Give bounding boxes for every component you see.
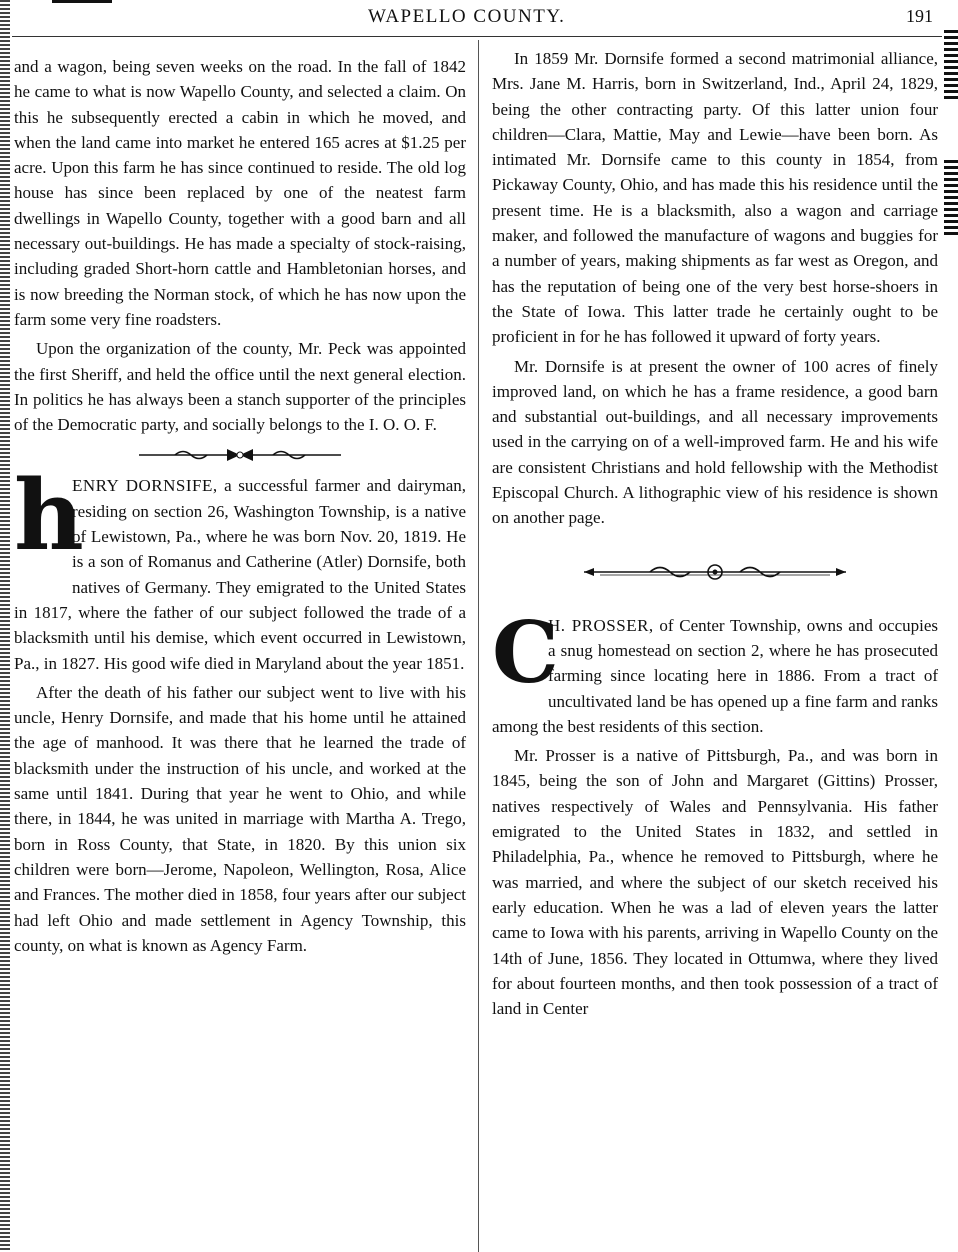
running-head (0, 6, 958, 34)
dornsife-paragraph-2: After the death of his father our subject went to live with his uncle, Henry Dornsife, and made that his home until he attained the age of manhood. It was there that he learned the trade of blacksmith under the instruction of his uncle, and worked at the same until 1841. During that year he went to Ohio, and while there, in 1844, he was united in marriage with Martha A. Trego, born in Ross County, that State, in 1820. By this union six children were born—Jerome, Napoleon, Wellington, Rosa, Alice and Frances. The mother died in 1858, four years after our subject had left Ohio and made settlement in Agency Township, this county, on what is known as Agency Farm. (14, 682, 466, 955)
binding-edge (0, 0, 10, 1252)
prosser-paragraph-2: Mr. Prosser is a native of Pittsburgh, Pa., and was born in 1845, being the son of John and Margaret (Gittins) Prosser, natives respectively of Wales and Pennsylvania. His father emigrated to the United States in 1832, and settled in Philadelphia, Pa., whence he removed to Pittsburgh, where he was married, and where the subject of our sketch received his early education. When he was a lad of eleven years the latter came to Iowa with his parents, arriving in Wapello County on the 14th of June, 1856. They located in Ottumwa, where they lived for about fourteen months, and then took possession of a tract of land in Center (492, 746, 938, 1019)
top-rule-mark (52, 0, 112, 3)
peck-paragraph-2: Upon the organization of the county, Mr. Peck was appointed the first Sheriff, and held the office until the next general election. In politics he has always been a stanch supporter of the principles of the Democratic party, and socially belongs to the I. O. O. F. (14, 339, 466, 435)
left-column (14, 54, 466, 958)
binding-tab-top (944, 30, 958, 102)
column-divider (478, 40, 479, 1252)
peck-paragraph-1: and a wagon, being seven weeks on the road. In the fall of 1842 he came to what is now Wapello County, and selected a claim. On this he subsequently erected a cabin in which he moved, and when the land came into market he entered 165 acres at $1.25 per acre. Upon this farm he has since continued to reside. The old log house has since been replaced by one of the neatest farm dwellings in Wapello County, together with a good barn and all necessary out-buildings. He has made a specialty of stock-raising, including graded Short-horn cattle and Hambletonian horses, and is now breeding the Norman stock, of which he has now upon the farm some very fine roadsters. (14, 57, 466, 329)
dropcap-h: h (14, 459, 84, 573)
running-title: WAPELLO COUNTY. (368, 6, 566, 27)
page-number: 191 (906, 6, 933, 26)
dornsife-paragraph-4: Mr. Dornsife is at present the owner of 100 acres of finely improved land, on which he has a frame residence, a good barn and substantial out-buildings, and all necessary improvements used in the carrying on of a well-improved farm. He and his wife are consistent Christians and hold fellowship with the Methodist Episcopal Church. A lithographic view of his residence is shown on another page. (492, 356, 938, 528)
dornsife-paragraph-3: In 1859 Mr. Dornsife formed a second matrimonial alliance, Mrs. Jane M. Harris, born in Switzerland, Ind., April 24, 1829, being the other contracting party. Of this latter union four children—Clara, Mattie, May and Lewie—have been born. As intimated Mr. Dornsife came to this county in 1854, from Pickaway County, Ohio, and has made this his residence until the present time. He is a blacksmith, also a wagon and carriage maker, and followed the manufacture of wagons and buggies for a number of years, making shipments as far west as Oregon, and has the reputation of being one of the very best horse-shoers in the State of Iowa. This latter trade he certainly ought to be proficient in for he has followed it upward of forty years. (492, 49, 938, 347)
dropcap-c: C (492, 602, 559, 702)
binding-tab-bottom (944, 160, 958, 238)
dornsife-name: ENRY DORNSIFE, (72, 476, 218, 496)
prosser-paragraph-1: of Center Township, owns and occupies a snug homestead on section 2, where he has prosecuted farming since locating here in 1886. From a tract of uncultivated land be has opened up a fine farm and ranks among the best residents of this section. (492, 615, 938, 736)
dornsife-biography (14, 459, 466, 958)
prosser-name: H. PROSSER, (548, 615, 654, 635)
right-column (492, 46, 938, 1021)
prosser-biography (492, 602, 938, 1022)
section-divider-ornament (135, 447, 345, 463)
section-divider-ornament (580, 561, 850, 583)
header-rule (12, 36, 942, 37)
dornsife-paragraph-1: a successful farmer and dairyman, residing on section 26, Washington Township, is a native of Lewistown, Pa., where he was born Nov. 20, 1819. He is a son of Romanus and Catherine (Atler) Dornsife, both natives of Germany. They emigrated to the United States in 1817, where the father of our subject followed the trade of a blacksmith until his demise, which event occurred in Lewistown, Pa., in 1827. His good wife died in Maryland about the year 1851. (14, 476, 466, 673)
